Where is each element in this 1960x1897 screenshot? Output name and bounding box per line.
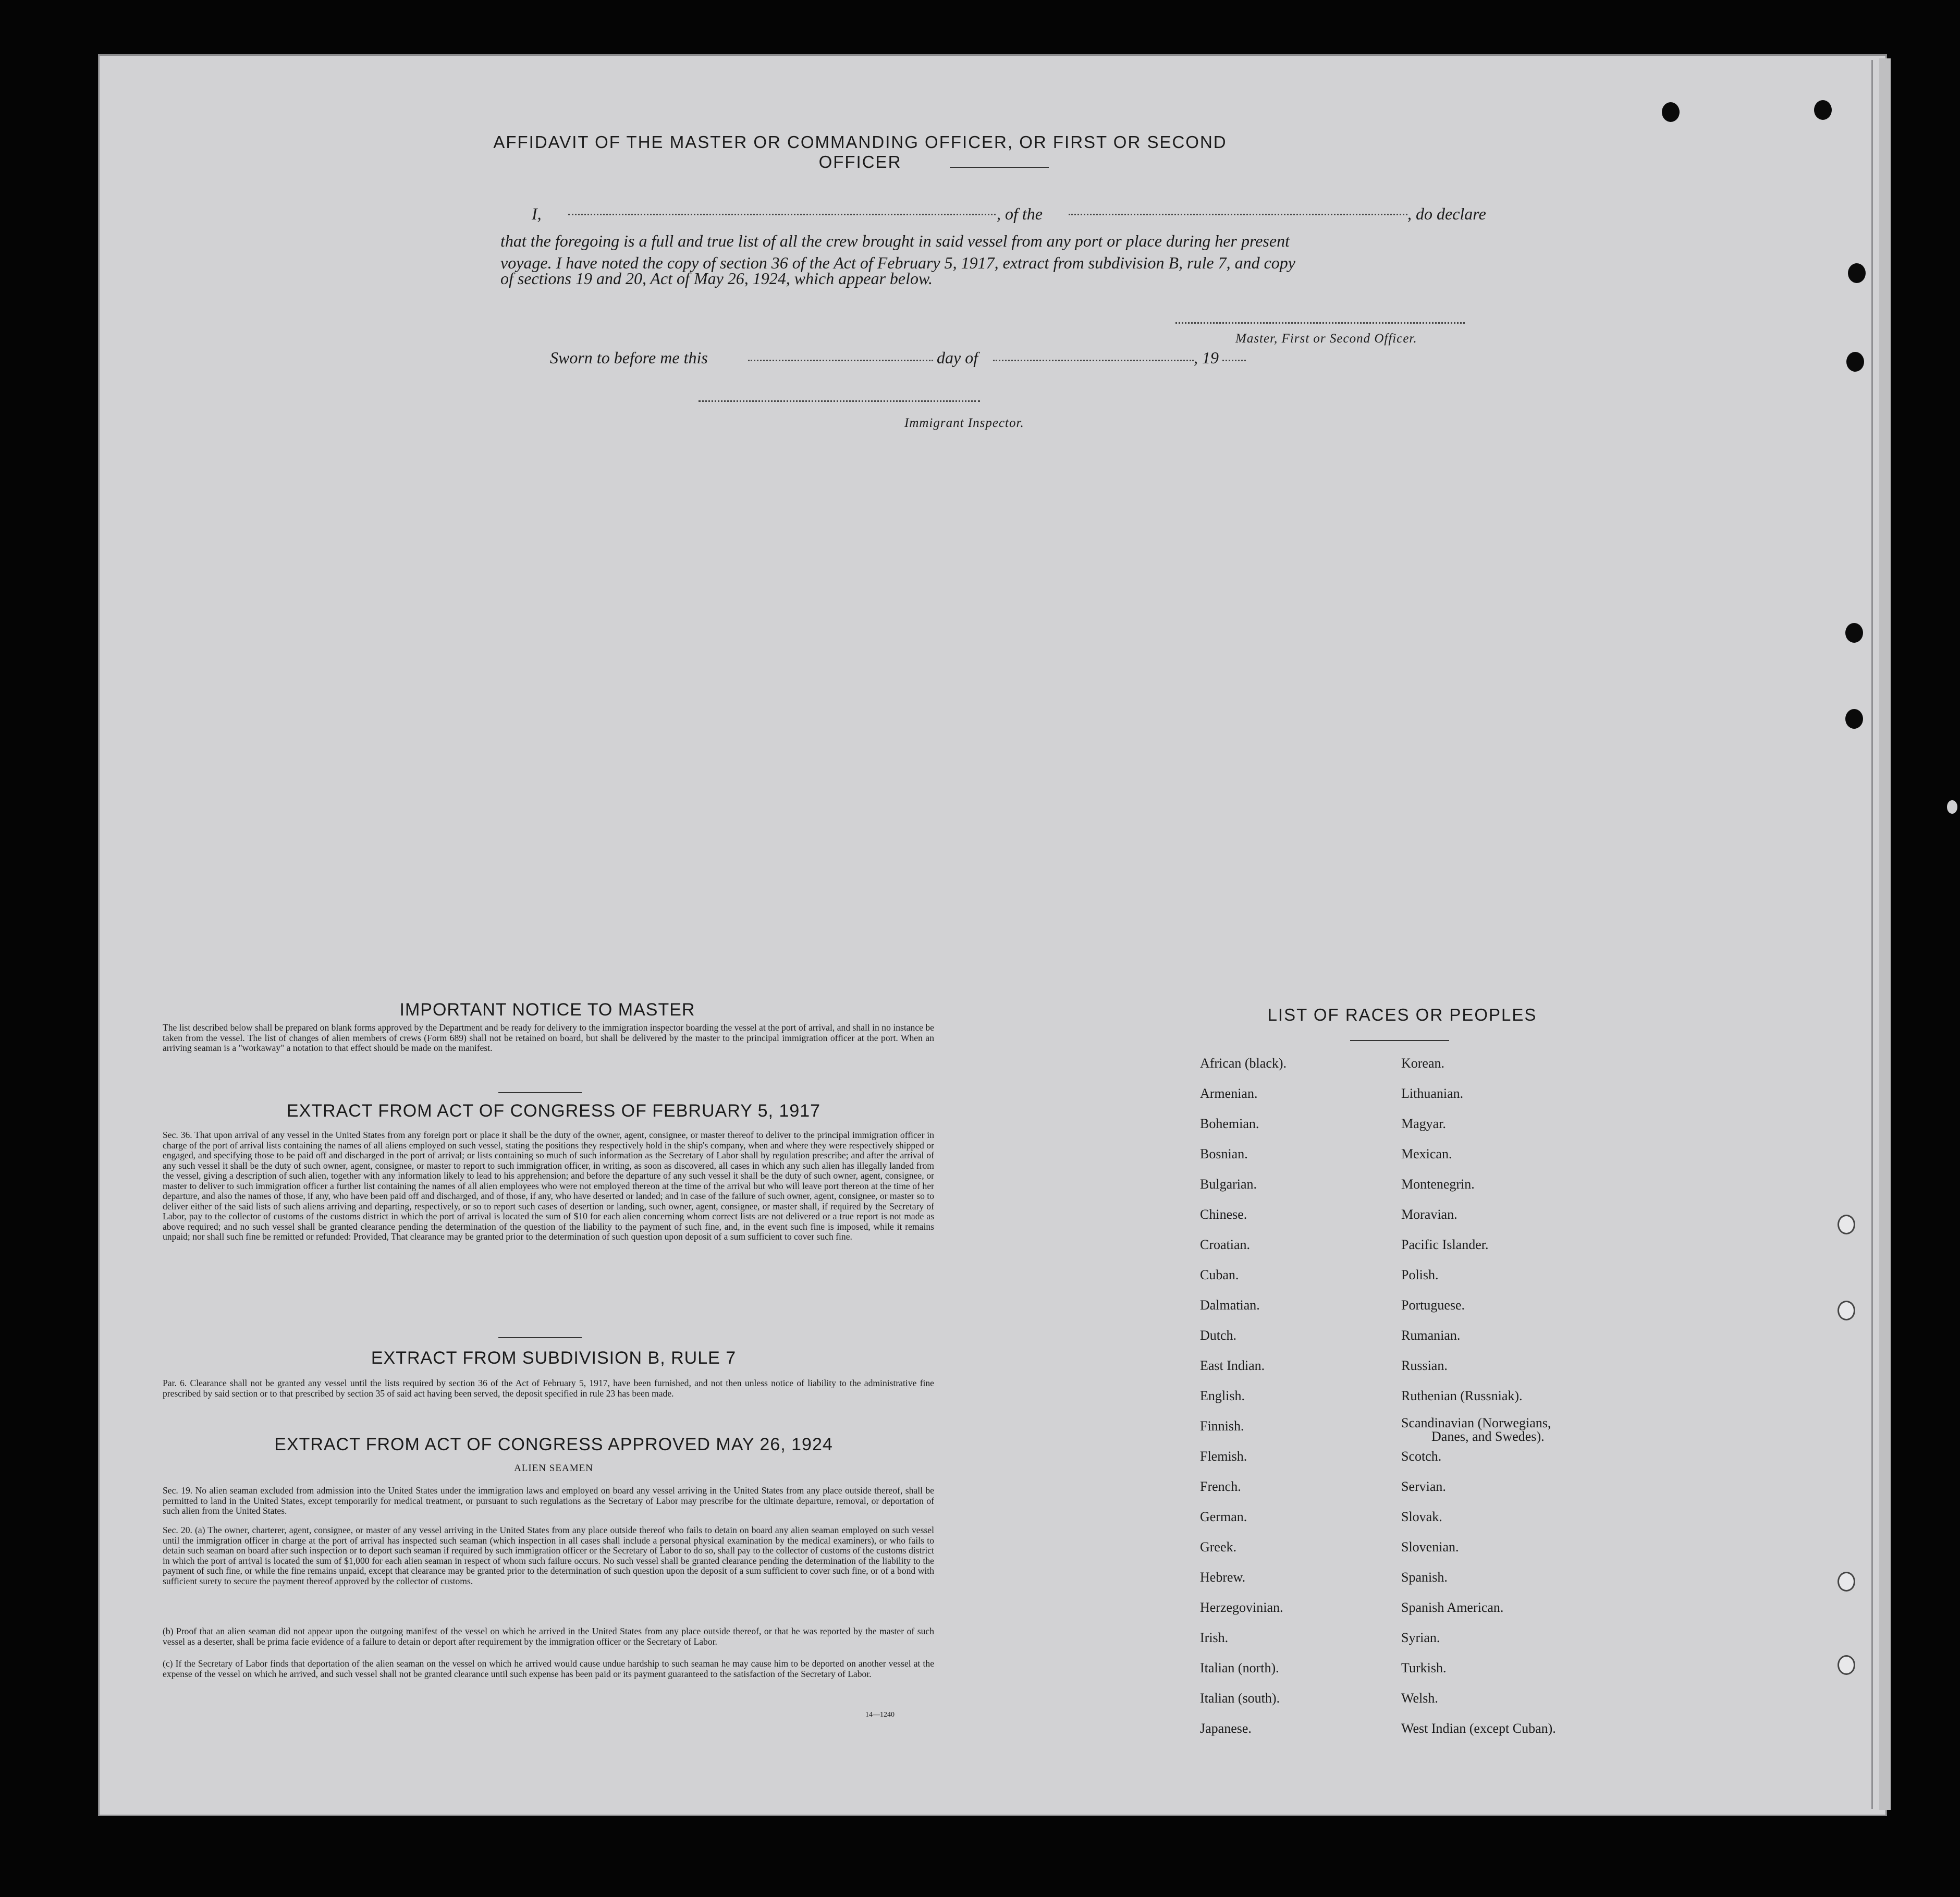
race-item: Slovenian.	[1401, 1539, 1459, 1555]
punch-hole	[1838, 1215, 1855, 1234]
race-item: African (black).	[1200, 1056, 1287, 1071]
affidavit-i: I,	[532, 204, 542, 223]
race-item: Finnish.	[1200, 1418, 1244, 1434]
sec20b-body: (b) Proof that an alien seaman did not appear upon the outgoing manifest of the vessel on which he arrived in the United States from any place outside thereof, or that he was reported by the master of such vessel as a deserter, shall be prima facie evidence of a failure to detain or deport after requirement by the immigration officer or the Secretary of Labor.	[163, 1626, 934, 1647]
master-label: Master, First or Second Officer.	[1235, 332, 1417, 346]
race-item: Italian (south).	[1200, 1691, 1280, 1706]
race-item: Spanish.	[1401, 1570, 1448, 1585]
race-item: Montenegrin.	[1401, 1177, 1475, 1192]
race-item: Magyar.	[1401, 1116, 1446, 1131]
race-item: Korean.	[1401, 1056, 1445, 1071]
sworn-year-field[interactable]	[1222, 360, 1246, 361]
race-item: Russian.	[1401, 1358, 1448, 1373]
race-item: Lithuanian.	[1401, 1086, 1464, 1101]
year-label: , 19	[1194, 348, 1219, 367]
race-item: Bosnian.	[1200, 1146, 1248, 1161]
extract-1917-title: EXTRACT FROM ACT OF CONGRESS OF FEBRUARY 5, 1917	[286, 1101, 821, 1121]
page-fold-line	[1871, 60, 1873, 1809]
extract-1917-body: Sec. 36. That upon arrival of any vessel in the United States from any foreign port or place it shall be the duty of the owner, agent, consignee, or master thereof to deliver to the principal immigration officer in charge of the port of arrival lists containing the names of all aliens employed on such vessel, stating the positions they respectively hold in the ship's company, when and where they were respectively shipped or engaged, and specifying those to be paid off and discharged in the port of arrival; or lists containing so much of such information as the Secretary of Labor shall by regulation prescribe; and after the arrival of any such vessel it shall be the duty of such owner, agent, consignee, or master to report to such immigration officer, in writing, as soon as discovered, all cases in which any such alien has illegally landed from the vessel, giving a description of such alien, together with any information likely to lead to his apprehension; and before the departure of any such vessel it shall be the duty of such owner, agent, consignee, or master to deliver to such immigration officer a further list containing the names of all alien employees who were not employed thereon at the time of the arrival but who will leave port thereon at the time of her departure, and also the names of those, if any, who have been paid off and discharged, and of those, if any, who have deserted or landed; and in case of the failure of such owner, agent, consignee, or master so to deliver either of the said lists of such aliens arriving and departing, respectively, or so to report such cases of desertion or landing, such owner, agent, consignee, or master shall, if required by the Secretary of Labor, pay to the collector of customs of the customs district in which the port of arrival is located the sum of $10 for each alien concerning whom correct lists are not delivered or a true report is not made as above required; and no such vessel shall be granted clearance pending the determination of the question of the liability to the payment of such fine, and, in the event such fine is imposed, while it remains unpaid; nor shall such fine be remitted or refunded: Provided, That clearance may be granted prior to the determination of such question upon deposit of a sum sufficient to cover such fine.	[163, 1130, 934, 1242]
race-item: German.	[1200, 1509, 1247, 1524]
punch-hole	[1838, 1301, 1855, 1320]
race-item: Hebrew.	[1200, 1570, 1246, 1585]
affidavit-line-3: voyage. I have noted the copy of section 36 of the Act of February 5, 1917, extract from subdivision B, rule 7, and copy	[500, 253, 1295, 272]
race-item: Spanish American.	[1401, 1600, 1504, 1615]
race-item: Herzegovinian.	[1200, 1600, 1283, 1615]
day-of-label: day of	[937, 348, 978, 367]
race-item: Armenian.	[1200, 1086, 1258, 1101]
race-item: Slovak.	[1401, 1509, 1442, 1524]
punch-hole	[1662, 102, 1680, 122]
punch-hole	[1814, 100, 1832, 120]
races-title: LIST OF RACES OR PEOPLES	[1267, 1005, 1537, 1024]
alien-seamen-subtitle: ALIEN SEAMEN	[514, 1463, 593, 1474]
race-item: Japanese.	[1200, 1721, 1252, 1736]
rule7-title: EXTRACT FROM SUBDIVISION B, RULE 7	[371, 1348, 737, 1368]
sworn-day-field[interactable]	[748, 360, 933, 361]
sworn-month-field[interactable]	[993, 360, 1194, 361]
affidavit-line-4: of sections 19 and 20, Act of May 26, 1924, which appear below.	[500, 269, 933, 288]
vessel-field[interactable]	[1069, 214, 1407, 215]
affidavit-declare: , do declare	[1407, 204, 1486, 223]
race-item: Irish.	[1200, 1630, 1229, 1645]
extract-1924-title: EXTRACT FROM ACT OF CONGRESS APPROVED MAY 26, 1924	[274, 1435, 833, 1454]
sec20a-body: Sec. 20. (a) The owner, charterer, agent, consignee, or master of any vessel arriving in the United States from any place outside thereof who fails to detain on board any alien seaman employed on such vessel until the immigration officer in charge at the port of arrival has inspected such seaman (which inspection in all cases shall include a personal physical examination by the medical examiners), or who fails to detain such seaman on board after such inspection or to deport such seaman if required by such immigration officer or the Secretary of Labor to do so, shall pay to the collector of customs of the customs district in which the port of arrival is located the sum of $1,000 for each alien seaman in respect of whom such failure occurs. No such vessel shall be granted clearance pending the determination of the liability to the payment of such fine, or while the fine remains unpaid, except that clearance may be granted prior to the determination of such question upon the deposit of a sum sufficient to cover such fine, or of a bond with sufficient surety to secure the payment thereof approved by the collector of customs.	[163, 1525, 934, 1586]
affidavit-of-the: , of the	[997, 204, 1043, 223]
race-item: Dalmatian.	[1200, 1298, 1260, 1313]
race-item: Dutch.	[1200, 1328, 1237, 1343]
punch-hole	[1838, 1655, 1855, 1675]
sec19-body: Sec. 19. No alien seaman excluded from admission into the United States under the immigration laws and employed on board any vessel arriving in the United States from any place outside thereof, shall be permitted to land in the United States, except temporarily for medical treatment, or pursuant to such regulations as the Secretary of Labor may prescribe for the ultimate departure, removal, or deportation of such alien from the United States.	[163, 1485, 934, 1516]
affidavit-title: AFFIDAVIT OF THE MASTER OR COMMANDING OFFICER, OR FIRST OR SECOND OFFICER	[493, 132, 1227, 172]
race-item: English.	[1200, 1388, 1245, 1403]
race-item: Pacific Islander.	[1401, 1237, 1489, 1252]
race-item: Servian.	[1401, 1479, 1446, 1494]
race-item: Syrian.	[1401, 1630, 1440, 1645]
race-item: West Indian (except Cuban).	[1401, 1721, 1556, 1736]
race-item: Cuban.	[1200, 1267, 1239, 1282]
race-item-continued: Danes, and Swedes).	[1431, 1429, 1545, 1444]
race-item: East Indian.	[1200, 1358, 1265, 1373]
race-item: Chinese.	[1200, 1207, 1247, 1222]
title-rule	[950, 167, 1049, 168]
page-edge	[1879, 58, 1891, 1810]
race-item: Italian (north).	[1200, 1660, 1279, 1675]
race-item: Croatian.	[1200, 1237, 1251, 1252]
affidavit-line-2: that the foregoing is a full and true list of all the crew brought in said vessel from any port or place during her present	[500, 231, 1290, 250]
punch-hole	[1846, 352, 1864, 372]
race-item: Mexican.	[1401, 1146, 1452, 1161]
race-item: Scandinavian (Norwegians,	[1401, 1415, 1551, 1430]
race-item: Moravian.	[1401, 1207, 1457, 1222]
race-item: Portuguese.	[1401, 1298, 1465, 1313]
punch-hole	[1845, 709, 1863, 729]
punch-hole	[1848, 263, 1866, 283]
race-item: Bulgarian.	[1200, 1177, 1257, 1192]
race-item: Flemish.	[1200, 1449, 1247, 1464]
rule7-body: Par. 6. Clearance shall not be granted any vessel until the lists required by section 36 of the Act of February 5, 1917, have been furnished, and not then unless notice of liability to the administrative fine prescribed by said section or to that prescribed by section 35 of said act having been served, the deposit specified in rule 23 has been made.	[163, 1378, 934, 1399]
sec20c-body: (c) If the Secretary of Labor finds that deportation of the alien seaman on the vessel on which he arrived would cause undue hardship to such seaman he may cause him to be deported on another vessel at the expense of the vessel on which he arrived, and such vessel shall not be granted clearance until such expense has been paid or its payment guaranteed to the satisfaction of the Secretary of Labor.	[163, 1658, 934, 1679]
race-item: Welsh.	[1401, 1691, 1438, 1706]
section-rule	[498, 1337, 582, 1338]
notice-title: IMPORTANT NOTICE TO MASTER	[399, 1000, 695, 1020]
race-item: Ruthenian (Russniak).	[1401, 1388, 1523, 1403]
race-item: Rumanian.	[1401, 1328, 1461, 1343]
races-rule	[1350, 1040, 1449, 1041]
race-item: Polish.	[1401, 1267, 1439, 1282]
notice-body: The list described below shall be prepared on blank forms approved by the Department and be ready for delivery to the immigration inspector boarding the vessel at the port of arrival, and shall in no instance be taken from the vessel. The list of changes of alien members of crews (Form 689) shall not be retained on board, but shall be delivered by the master to the principal immigration officer at the port. When an arriving seaman is a "workaway" a notation to that effect should be made on the manifest.	[163, 1022, 934, 1053]
punch-hole	[1947, 800, 1957, 814]
race-item: Greek.	[1200, 1539, 1237, 1555]
race-item: Scotch.	[1401, 1449, 1442, 1464]
inspector-label: Immigrant Inspector.	[904, 416, 1024, 430]
punch-hole	[1838, 1572, 1855, 1592]
race-item: French.	[1200, 1479, 1241, 1494]
inspector-signature-field[interactable]	[699, 400, 980, 402]
form-number: 14—1240	[865, 1711, 895, 1719]
master-signature-field[interactable]	[1175, 322, 1465, 324]
punch-hole	[1845, 623, 1863, 643]
section-rule	[498, 1092, 582, 1093]
name-field[interactable]	[568, 214, 996, 215]
sworn-label: Sworn to before me this	[550, 348, 708, 367]
race-item: Turkish.	[1401, 1660, 1447, 1675]
race-item: Bohemian.	[1200, 1116, 1259, 1131]
